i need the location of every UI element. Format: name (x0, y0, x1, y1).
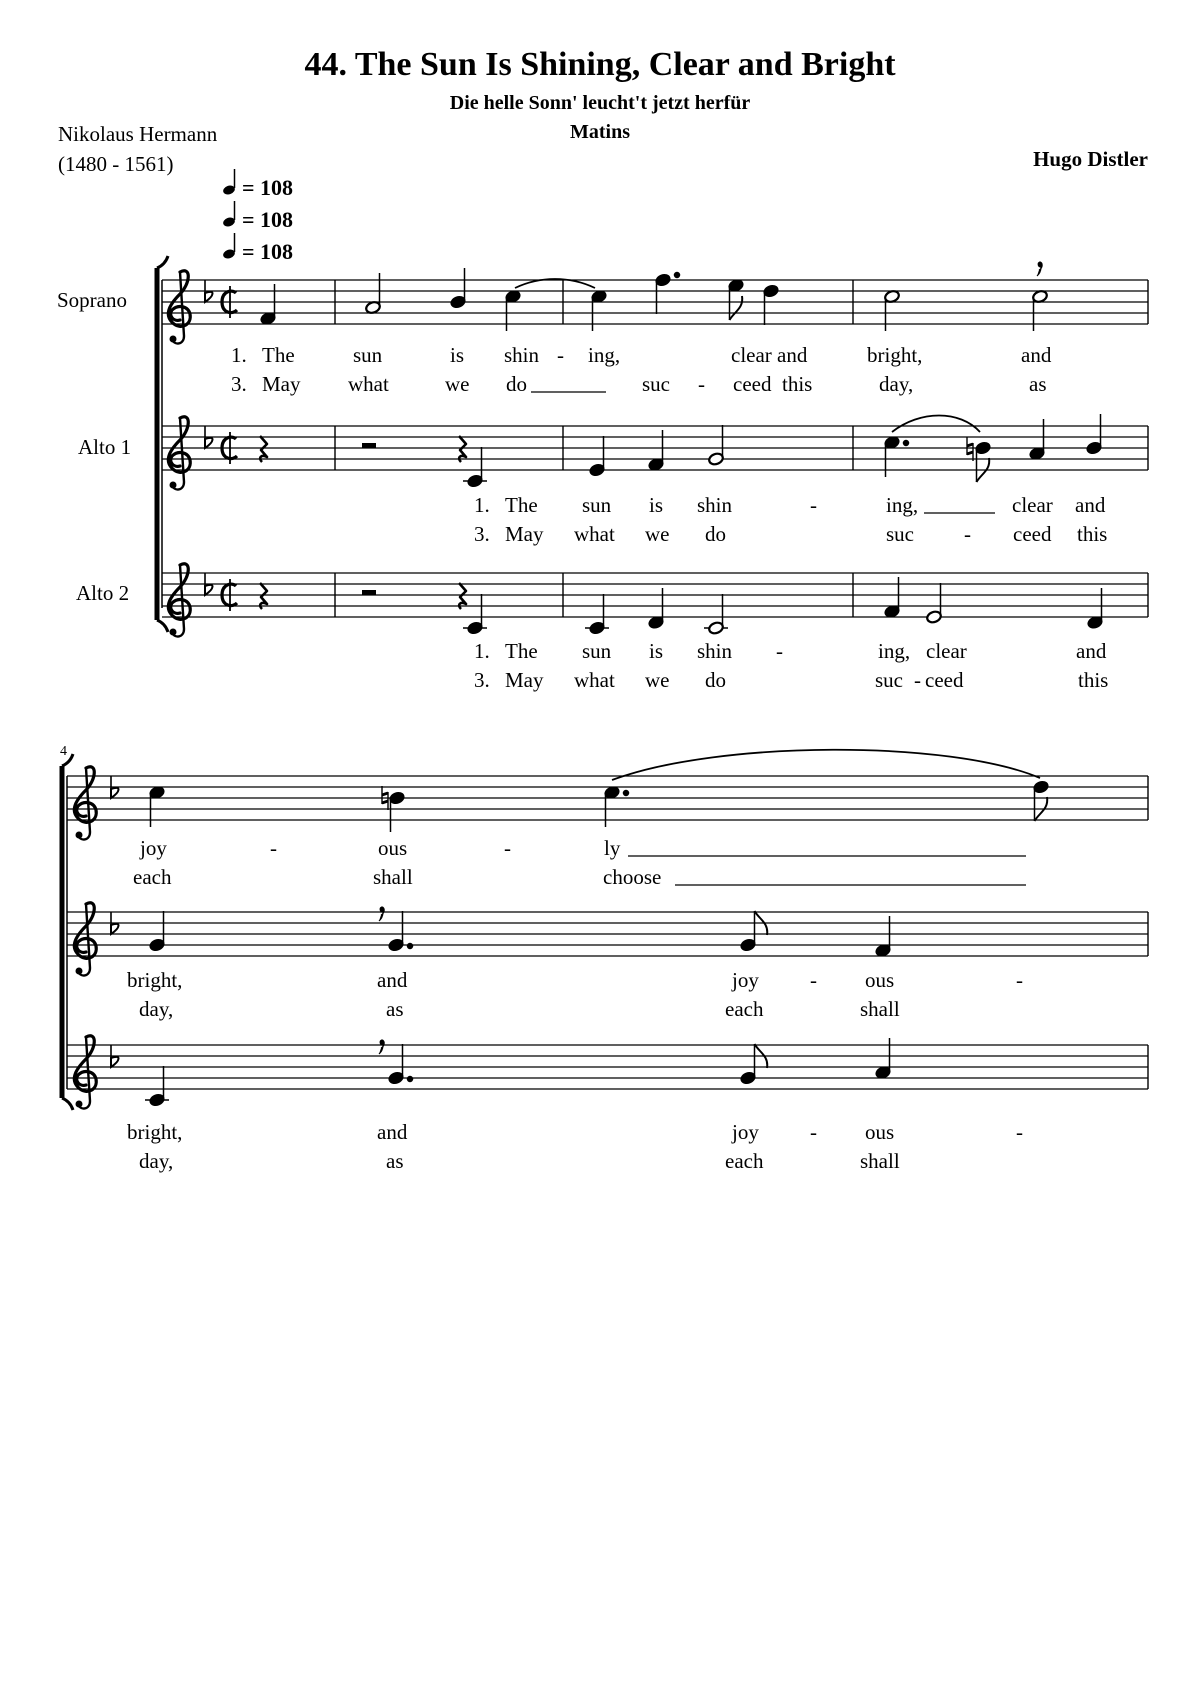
staff-soprano-2 (67, 776, 1148, 820)
instrument-name-alto2: Alto 2 (76, 581, 130, 605)
lyric-syllable: ous (865, 968, 895, 992)
lyric-syllable: May (505, 522, 544, 546)
lyric-syllable: joy (140, 836, 167, 860)
lyrics-alto1-verse3-2 (139, 997, 900, 1021)
lyric-syllable: and (1076, 639, 1107, 663)
lyric-syllable: do (705, 668, 726, 692)
lyric-syllable: 1. (231, 343, 247, 367)
lyrics-alto2-verse3-1 (474, 668, 1108, 692)
lyric-syllable: sun (353, 343, 383, 367)
lyric-hyphen: - (810, 968, 817, 992)
lyric-hyphen: - (1016, 968, 1023, 992)
lyric-syllable: day, (879, 372, 914, 396)
score-subsubtitle: Matins (570, 121, 630, 143)
lyric-syllable: shin (504, 343, 540, 367)
score-subtitle: Die helle Sonn' leucht't jetzt herfür (449, 92, 751, 114)
lyric-syllable: and (377, 1120, 408, 1144)
tempo-text-3: = 108 (242, 239, 294, 264)
lyric-syllable: bright, (127, 1120, 183, 1144)
clef-treble-icon (168, 271, 190, 637)
lyric-syllable: ceed (1013, 522, 1052, 546)
lyric-syllable: clear (926, 639, 967, 663)
lyric-syllable: The (262, 343, 295, 367)
lyric-syllable: joy (732, 1120, 759, 1144)
lyric-syllable: shall (860, 997, 900, 1021)
lyric-syllable: is (649, 493, 664, 517)
staff-alto2-1 (162, 573, 1148, 617)
lyric-syllable: this (1077, 522, 1108, 546)
lyric-syllable: each (725, 997, 764, 1021)
staff-alto1-2 (67, 912, 1148, 956)
measure-number: 4 (60, 744, 67, 759)
lyric-syllable: shin (697, 493, 733, 517)
lyric-syllable: what (574, 668, 615, 692)
lyric-syllable: and (377, 968, 408, 992)
tempo-text-2: = 108 (242, 207, 294, 232)
alto2-notes-2 (145, 1038, 891, 1107)
alto1-notes-2 (149, 907, 892, 958)
clef-treble-icon (74, 767, 96, 1109)
lyric-syllable: bright, (867, 343, 923, 367)
tempo-text-1: = 108 (242, 175, 294, 200)
lyric-syllable: this (782, 372, 813, 396)
lyric-syllable: ous (378, 836, 408, 860)
instrument-name-soprano: Soprano (57, 288, 127, 312)
lyric-syllable: suc (875, 668, 903, 692)
lyrics-alto2-verse1-2 (127, 1120, 1023, 1144)
lyric-syllable: ous (865, 1120, 895, 1144)
staff-alto2-2 (67, 1045, 1148, 1089)
lyrics-alto2-verse1-1 (474, 639, 1107, 663)
lyric-hyphen: - (810, 1120, 817, 1144)
lyric-syllable: bright, (127, 968, 183, 992)
lyric-syllable: ing, (878, 639, 911, 663)
lyric-syllable: ing, (886, 493, 919, 517)
tempo-marking-1 (222, 169, 293, 200)
lyric-hyphen: - (504, 836, 511, 860)
lyric-syllable: we (645, 668, 670, 692)
lyric-syllable: ceed (925, 668, 964, 692)
lyric-syllable: day, (139, 997, 174, 1021)
lyric-syllable: this (1078, 668, 1109, 692)
tempo-marking-3 (222, 233, 293, 264)
lyrics-soprano-verse1-2 (139, 836, 1026, 860)
lyric-syllable: as (386, 1149, 404, 1173)
instrument-name-alto1: Alto 1 (78, 435, 132, 459)
lyric-syllable: sun (582, 493, 612, 517)
lyrics-alto2-verse3-2 (139, 1149, 900, 1173)
lyrics-alto1-verse1-2 (127, 968, 1023, 992)
lyric-syllable: each (133, 865, 172, 889)
lyric-syllable: joy (732, 968, 759, 992)
lyric-syllable: and (1021, 343, 1052, 367)
lyric-syllable: ly (604, 836, 621, 860)
lyric-hyphen: - (1016, 1120, 1023, 1144)
lyric-hyphen: - (557, 343, 564, 367)
lyric-syllable: as (1029, 372, 1047, 396)
lyric-syllable: each (725, 1149, 764, 1173)
lyric-syllable: we (445, 372, 470, 396)
lyric-syllable: 3. (231, 372, 247, 396)
lyric-hyphen: - (776, 639, 783, 663)
lyric-syllable: 1. (474, 493, 490, 517)
lyric-syllable: 3. (474, 522, 490, 546)
lyrics-alto1-verse3-1 (474, 522, 1107, 546)
lyric-syllable: and (777, 343, 808, 367)
lyric-syllable: is (649, 639, 664, 663)
lyric-syllable: The (505, 493, 538, 517)
lyrics-soprano-verse3-1 (231, 372, 1047, 396)
tempo-marking-2 (222, 201, 293, 232)
staff-soprano-1 (162, 280, 1148, 324)
lyrics-alto1-verse1-1 (474, 493, 1106, 517)
lyrics-soprano-verse3-2 (133, 865, 1026, 889)
score-title: 44. The Sun Is Shining, Clear and Bright (304, 46, 896, 83)
lyric-syllable: as (386, 997, 404, 1021)
lyric-syllable: May (262, 372, 301, 396)
lyric-syllable: shall (373, 865, 413, 889)
lyric-syllable: choose (603, 865, 662, 889)
lyric-syllable: we (645, 522, 670, 546)
composer-credit: Hugo Distler (1033, 147, 1148, 171)
poet-dates: (1480 - 1561) (58, 152, 174, 176)
lyric-hyphen: - (698, 372, 705, 396)
lyric-syllable: suc (642, 372, 670, 396)
lyric-syllable: ing, (588, 343, 621, 367)
lyrics-soprano-verse1-1 (231, 343, 1052, 367)
lyric-syllable: shin (697, 639, 733, 663)
lyric-syllable: clear (1012, 493, 1053, 517)
lyric-hyphen: - (270, 836, 277, 860)
lyric-syllable: May (505, 668, 544, 692)
lyric-syllable: what (574, 522, 615, 546)
poet-name: Nikolaus Hermann (58, 122, 218, 146)
lyric-syllable: The (505, 639, 538, 663)
lyric-hyphen: - (810, 493, 817, 517)
lyric-hyphen: - (914, 668, 921, 692)
lyric-syllable: is (450, 343, 465, 367)
lyric-syllable: ceed (733, 372, 772, 396)
lyric-syllable: sun (582, 639, 612, 663)
lyric-syllable: 1. (474, 639, 490, 663)
lyric-syllable: day, (139, 1149, 174, 1173)
lyric-syllable: suc (886, 522, 914, 546)
lyric-hyphen: - (964, 522, 971, 546)
alto1-notes-1 (260, 414, 1102, 488)
lyric-syllable: shall (860, 1149, 900, 1173)
lyric-syllable: what (348, 372, 389, 396)
lyric-syllable: do (506, 372, 527, 396)
lyric-syllable: clear (731, 343, 772, 367)
soprano-notes-1 (260, 262, 1049, 331)
lyric-syllable: and (1075, 493, 1106, 517)
lyric-syllable: do (705, 522, 726, 546)
lyric-syllable: 3. (474, 668, 490, 692)
